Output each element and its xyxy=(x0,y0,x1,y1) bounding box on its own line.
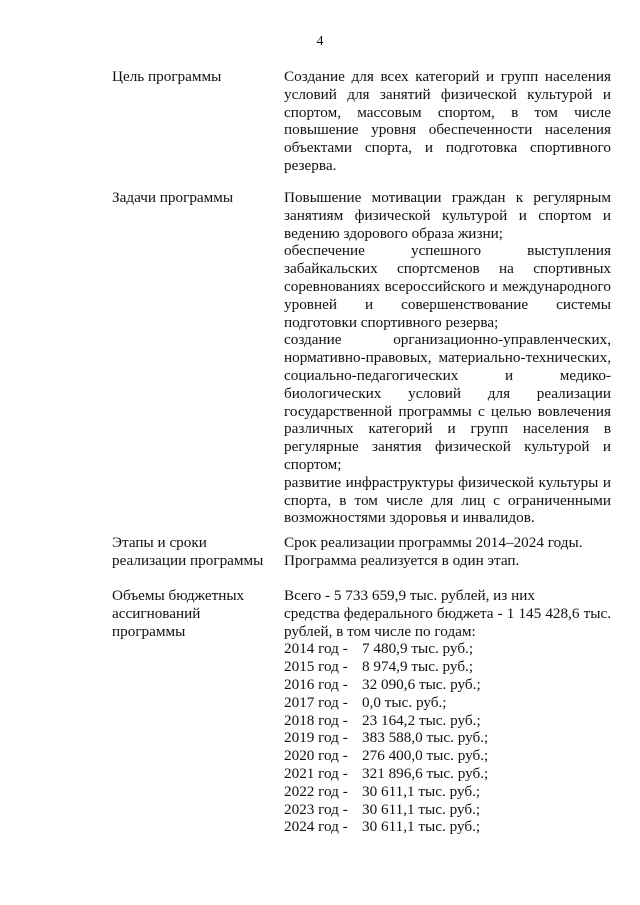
paragraph: Всего - 5 733 659,9 тыс. рублей, из них xyxy=(284,587,535,604)
year-label: 2022 год - xyxy=(284,782,348,800)
section-label: Цель программы xyxy=(112,68,222,85)
paragraph: развитие инфраструктуры физической культуры и спорта, в том числе для лиц с ограниченными возможностями здоровья и инвалидов. xyxy=(284,473,611,527)
paragraph: Создание для всех категорий и групп населения условий для занятий физической культурой и спортом, массовым спортом, в том числе повышение уровня обеспеченности населения объектами спорта, и подготовка спортивного резерва. xyxy=(284,68,611,174)
section-content xyxy=(284,587,611,836)
paragraph: Срок реализации программы 2014–2024 годы. xyxy=(284,534,583,551)
section-label: Объемы бюджетных ассигнований программы xyxy=(112,587,245,640)
year-label: 2017 год - xyxy=(284,693,348,711)
budget-year-row xyxy=(284,818,611,836)
budget-year-row xyxy=(284,658,611,676)
paragraph: Повышение мотивации граждан к регулярным занятиям физической культурой и спортом и ведению здорового образа жизни; xyxy=(284,189,611,242)
year-label: 2023 год - xyxy=(284,800,348,818)
year-amount: 7 480,9 тыс. руб.; xyxy=(362,640,474,658)
budget-year-row xyxy=(284,712,611,730)
page-number: 4 xyxy=(316,34,324,49)
paragraph: средства федерального бюджета - 1 145 428,6 тыс. рублей, в том числе по годам: xyxy=(284,604,611,640)
year-amount: 30 611,1 тыс. руб.; xyxy=(362,800,481,818)
budget-year-row xyxy=(284,765,611,783)
year-label: 2019 год - xyxy=(284,729,348,747)
year-amount: 32 090,6 тыс. руб.; xyxy=(362,675,481,693)
budget-year-row xyxy=(284,729,611,747)
section-content xyxy=(284,189,611,527)
year-amount: 23 164,2 тыс. руб.; xyxy=(362,711,481,729)
paragraph: создание организационно-управленческих, нормативно-правовых, материально-технических, социально-педагогических и медико-биологических условий для реализации государственной программы с целью вовлечения различных категорий и групп населения в регулярные занятия физической культурой и спортом; xyxy=(284,331,611,473)
year-amount: 30 611,1 тыс. руб.; xyxy=(362,818,481,836)
year-label: 2021 год - xyxy=(284,764,348,782)
year-label: 2018 год - xyxy=(284,711,348,729)
section-content xyxy=(284,68,611,175)
year-label: 2015 год - xyxy=(284,658,348,676)
year-amount: 0,0 тыс. руб.; xyxy=(362,693,447,711)
year-amount: 321 896,6 тыс. руб.; xyxy=(362,764,489,782)
section-content xyxy=(284,534,611,570)
year-amount: 8 974,9 тыс. руб.; xyxy=(362,658,474,676)
year-amount: 276 400,0 тыс. руб.; xyxy=(362,747,489,765)
budget-year-row xyxy=(284,801,611,819)
year-amount: 30 611,1 тыс. руб.; xyxy=(362,782,481,800)
paragraph: Программа реализуется в один этап. xyxy=(284,551,520,569)
year-label: 2014 год - xyxy=(284,640,348,658)
paragraph: обеспечение успешного выступления забайкальских спортсменов на спортивных соревнованиях всероссийского и международного уровней и совершенствование системы подготовки спортивного резерва; xyxy=(284,242,611,331)
year-label: 2020 год - xyxy=(284,747,348,765)
budget-year-row xyxy=(284,640,611,658)
section-label: Задачи программы xyxy=(112,189,234,206)
budget-year-row xyxy=(284,747,611,765)
budget-year-row xyxy=(284,694,611,712)
section-label: Этапы и сроки реализации программы xyxy=(112,534,264,569)
year-amount: 383 588,0 тыс. руб.; xyxy=(362,729,489,747)
year-label: 2016 год - xyxy=(284,675,348,693)
budget-year-row xyxy=(284,676,611,694)
year-label: 2024 год - xyxy=(284,818,348,836)
budget-year-row xyxy=(284,783,611,801)
